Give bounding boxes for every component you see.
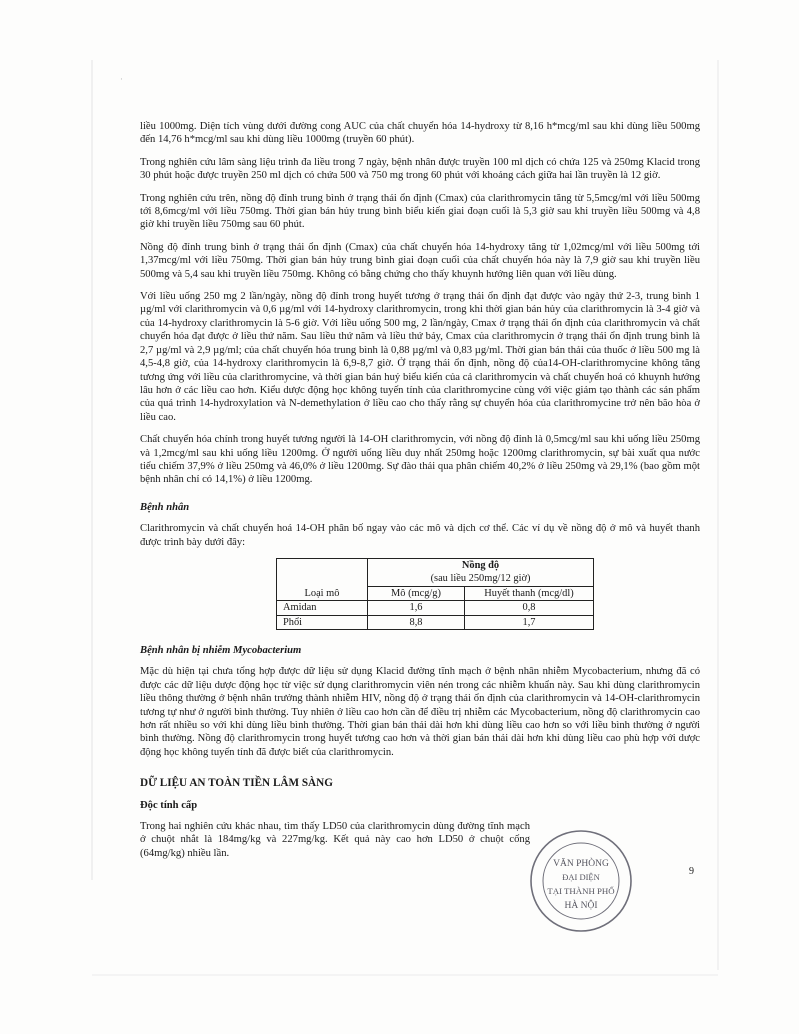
table-group-title: Nồng độ xyxy=(461,559,500,571)
table-header-tissue: Loại mô xyxy=(277,586,368,600)
section-title-patients: Bệnh nhân xyxy=(140,501,190,513)
table-group-subtitle: (sau liều 250mg/12 giờ) xyxy=(430,573,531,585)
table-cell-tissue-value: 1,6 xyxy=(368,601,465,615)
paragraph-distribution: Clarithromycin và chất chuyển hoá 14-OH phân bố ngay vào các mô và dịch cơ thể. Các ví dụ về nồng độ ở mô và huyết thanh được trình bày dưới đây: xyxy=(140,523,700,548)
paragraph-metabolite-excretion: Chất chuyển hóa chính trong huyết tương người là 14-OH clarithromycin, với nồng độ đỉnh là 0,5mcg/ml sau khi uống liều 250mg và 1,2mcg/ml sau khi uống liều 1200mg. Ở người uống liều duy nhất 250mg hoặc 1200mg clarithromycin, sự bài xuất qua nước tiểu chiếm 37,9% ở liều 250mg và 46,0% ở liều 1200mg. Sự đào thải qua phân chiếm 40,2% ở liều 250mg và 29,1% (bao gồm một bệnh nhân chỉ có 14,1%) ở liều 1200mg. xyxy=(140,434,700,486)
paragraph-cmax-metabolite: Nồng độ đỉnh trung bình ở trạng thái ổn định (Cmax) của chất chuyển hóa 14-hydroxy tăng từ 1,02mcg/ml với liều 500mg tới 1,37mcg/ml với liều 750mg. Thời gian bán hủy trung bình giai đoạn cuối của chất chuyển hóa này là 7,9 giờ sau khi truyền liều 500mg và 5,4 sau khi truyền liều 750mg. Không có bằng chứng cho thấy khuynh hướng liên quan với liều dùng. xyxy=(140,241,700,280)
table-cell-serum-value: 0,8 xyxy=(465,601,594,615)
table-empty-corner xyxy=(277,558,368,586)
paragraph-mycobacterium: Mặc dù hiện tại chưa tổng hợp được dữ liệu sử dụng Klacid đường tĩnh mạch ở bệnh nhân nhiễm Mycobacterium, nhưng đã có được các dữ liệu dược động học từ việc sử dụng clarithromycin viên nén trong các nhiễm khuẩn này. Sau khi dùng clarithromycin liều thông thường ở bệnh nhân trưởng thành nhiễm HIV, nồng độ ở trạng thái ổn định của clarithromycin và 14-OH-clarithromycin tương tự như ở người bình thường. Tuy nhiên ở liều cao hơn cần để điều trị nhiễm các Mycobacterium, nồng độ clarithromycin cao hơn rất nhiều so với khi dùng liều bình thường. Thời gian bán thải dài hơn khi dùng liều cao hơn so với liều bình thường ở người bình thường. Nồng độ clarithromycin trong huyết tương cao hơn và thời gian bán thải dài hơn khi dùng liều cao phù hợp với dược động học không tuyến tính đã được biết của clarithromycin. xyxy=(140,666,700,758)
paragraph-multi-dose-study: Trong nghiên cứu lâm sàng liệu trình đa liều trong 7 ngày, bệnh nhân được truyền 100 ml dịch có chứa 125 và 250mg Klacid trong 30 phút hoặc được truyền 250 ml dịch có chứa 500 và 750 mg trong 60 phút với khoảng cách giữa hai lần truyền là 12 giờ. xyxy=(140,156,700,182)
table-header-tissue-conc: Mô (mcg/g) xyxy=(368,586,465,600)
table-cell-tissue: Phổi xyxy=(277,615,368,629)
table-row xyxy=(277,615,594,629)
table-cell-serum-value: 1,7 xyxy=(465,615,594,629)
table-cell-tissue: Amidan xyxy=(277,601,368,615)
stamp-line-3: TẠI THÀNH PHỐ xyxy=(547,886,615,896)
section-title-preclinical-safety: DỮ LIỆU AN TOÀN TIỀN LÂM SÀNG xyxy=(140,777,333,790)
office-stamp xyxy=(528,828,634,934)
table-header-serum-conc: Huyết thanh (mcg/dl) xyxy=(465,586,594,600)
paragraph-auc: liều 1000mg. Diện tích vùng dưới đường cong AUC của chất chuyển hóa 14-hydroxy từ 8,16 h*mcg/ml sau khi dùng liều 500mg đến 14,76 h*mcg/ml sau khi dùng liều 1000mg (truyền 60 phút). xyxy=(140,121,700,146)
document-body xyxy=(140,120,700,869)
paragraph-cmax-clarithromycin: Trong nghiên cứu trên, nồng độ đỉnh trung bình ở trạng thái ổn định (Cmax) của clarithromycin tăng từ 5,5mcg/ml với liều 500mg tới 8,6mcg/ml với liều 750mg. Thời gian bán hủy trung bình biểu kiến giai đoạn cuối là 5,3 giờ sau khi truyền liều 500mg và 4,8 giờ khi truyền liều 750mg sau 60 phút. xyxy=(140,192,700,231)
table-row xyxy=(277,601,594,615)
paragraph-acute-toxicity: Trong hai nghiên cứu khác nhau, tìm thấy LD50 của clarithromycin dùng đường tĩnh mạch ở chuột nhắt là 184mg/kg và 227mg/kg. Kết quả này cao hơn LD50 ở chuột cống (64mg/kg) nhiều lần. xyxy=(140,821,530,859)
section-title-mycobacterium: Bệnh nhân bị nhiễm Mycobacterium xyxy=(140,645,302,656)
table-wrapper xyxy=(170,558,700,630)
page-number: 9 xyxy=(689,866,694,877)
stamp-line-1: VĂN PHÒNG xyxy=(553,859,609,869)
table-group-header xyxy=(368,558,594,586)
section-subtitle-acute-toxicity: Độc tính cấp xyxy=(140,799,198,811)
table-cell-tissue-value: 8,8 xyxy=(368,615,465,629)
svg-text:·: · xyxy=(120,75,123,85)
stamp-line-4: HÀ NỘI xyxy=(564,901,598,911)
paragraph-oral-dose: Với liều uống 250 mg 2 lần/ngày, nồng độ đỉnh trong huyết tương ở trạng thái ổn định đạt được vào ngày thứ 2-3, trung bình 1 µg/ml với clarithromycin và 0,6 µg/ml với 14-hydroxy clarithromycin, trong khi thời gian bán hủy của clarithromycin là 3-4 giờ và của 14-hydroxy clarithromycin là 5-6 giờ. Với liều uống 500 mg, 2 lần/ngày, Cmax ở trạng thái ổn định của clarithromycin và chất chuyển hóa đạt được ở liều thứ năm. Sau liều thứ năm và liều thứ bảy, Cmax của clarithromycin ở trạng thái ổn định trung bình là 2,7 µg/ml và 2,9 µg/ml; của chất chuyển hóa trung bình là 0,88 µg/ml và 0,83 µg/ml. Thời gian bán thải của thuốc ở liều 500 mg là 4,5-4,8 giờ, của 14-hydroxy clarithromycin là 6,9-8,7 giờ. Ở trạng thái ổn định, nồng độ của14-OH-clarithromycine không tăng tương ứng với liều của clarithromycine, và thời gian bán huỷ biểu kiến của cả clarithromycin và chất chuyển hoá có khuynh hướng lâu hơn ở các liều cao hơn. Kiểu dược động học không tuyến tính của clarithromycine cùng với việc giảm tạo thành các sản phẩm của quá trình 14-hydroxylation và N-demethylation ở liều cao cho thấy rằng sự chuyển hóa của clarithromycine trở nên bão hòa ở liều cao. xyxy=(140,291,700,423)
tissue-concentration-table xyxy=(276,558,594,630)
stamp-line-2: ĐẠI DIỆN xyxy=(562,872,600,882)
